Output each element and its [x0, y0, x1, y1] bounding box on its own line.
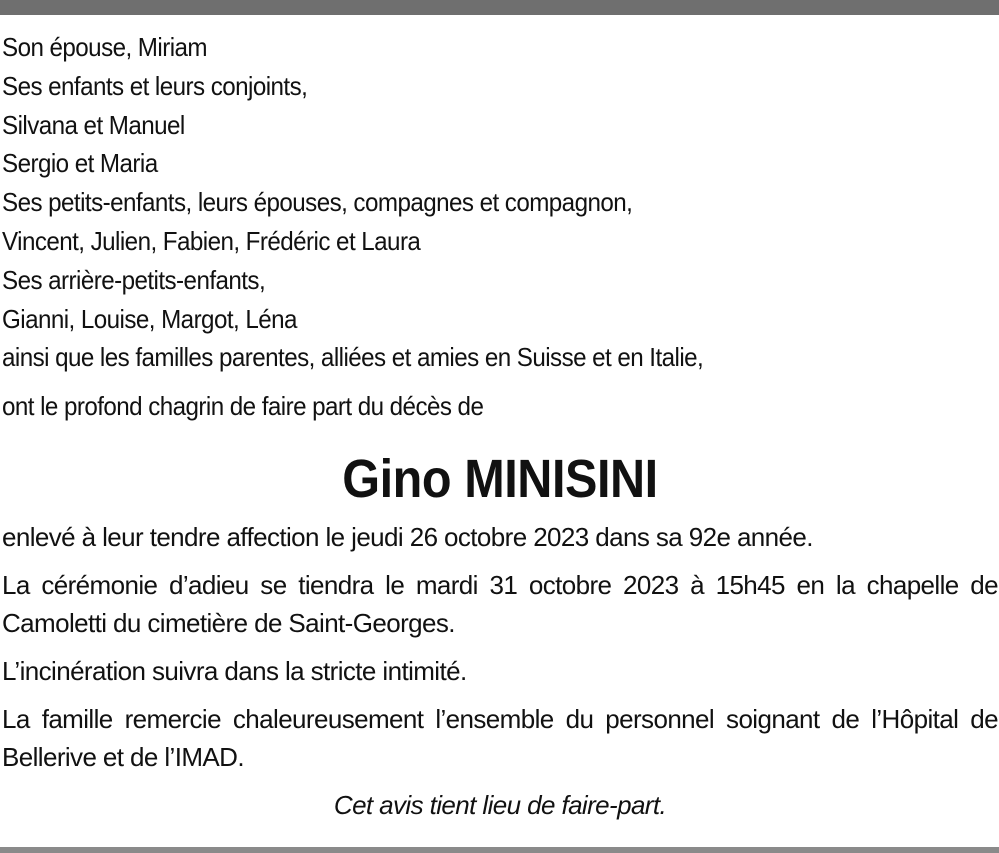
notice-paragraph: enlevé à leur tendre affection le jeudi 26 octobre 2023 dans sa 92e année.: [2, 521, 813, 552]
family-line: ainsi que les familles parentes, alliées et amies en Suisse et en Italie,: [2, 342, 704, 373]
family-line: Silvana et Manuel: [2, 109, 185, 140]
thanks-paragraph: La famille remercie chaleureusement l’ensemble du personnel soignant de l’Hôpital de Bellerive et de l’IMAD.: [2, 703, 998, 772]
signoff-text: Cet avis tient lieu de faire-part.: [333, 789, 667, 820]
top-rule: [0, 0, 999, 15]
family-line: Ses arrière-petits-enfants,: [2, 264, 266, 295]
deceased-name: Gino MINISINI: [342, 448, 658, 509]
announcement-line: ont le profond chagrin de faire part du décès de: [2, 391, 484, 422]
bottom-rule: [0, 847, 999, 853]
ceremony-paragraph: La cérémonie d’adieu se tiendra le mardi 31 octobre 2023 à 15h45 en la chapelle de Camoletti du cimetière de Saint-Georges.: [2, 569, 998, 638]
family-line: Ses enfants et leurs conjoints,: [2, 70, 308, 101]
family-line: Vincent, Julien, Fabien, Frédéric et Laura: [2, 225, 421, 256]
family-line: Sergio et Maria: [2, 148, 158, 179]
family-line: Gianni, Louise, Margot, Léna: [2, 303, 297, 334]
family-line: Ses petits-enfants, leurs épouses, compagnes et compagnon,: [2, 187, 633, 218]
incineration-paragraph: L’incinération suivra dans la stricte intimité.: [2, 655, 467, 686]
obituary-notice: [2, 28, 998, 824]
family-line: Son épouse, Miriam: [2, 32, 207, 62]
